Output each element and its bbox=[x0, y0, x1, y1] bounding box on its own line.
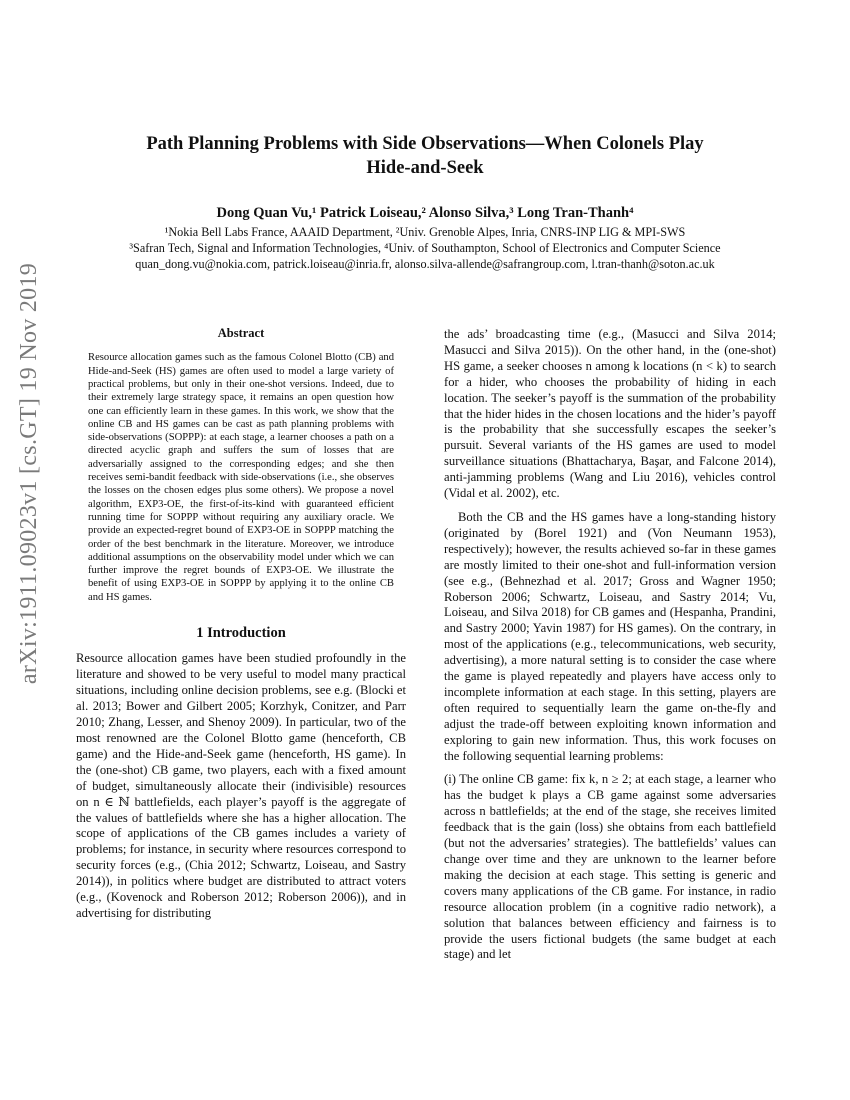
right-paragraph-3: (i) The online CB game: fix k, n ≥ 2; at each stage, a learner who has the budget k plays a CB game against some adversaries across n battlefields; at the end of the stage, she receives limited feedback that is the gain (loss) she obtains from each battlefield (but not the adversaries’ strategies). The battlefields’ values can change over time and they are unknown to the learner before making the decision at each stage. This setting is generic and covers many applications of the CB game. For instance, in radio resource allocation problem (in a cognitive radio network), a solution that balances between efficiency and fairness is to provide the users fictional budgets (the same budget at each stage) and let bbox=[444, 772, 776, 962]
title-line-2: Hide-and-Seek bbox=[366, 158, 484, 178]
intro-paragraph-1: Resource allocation games have been studied profoundly in the literature and showed to be very useful to model many practical situations, including online decision problems, see e.g. (Blocki et al. 2013; Bower and Gilbert 2005; Korzhyk, Conitzer, and Parr 2010; Zhang, Lesser, and Shenoy 2009). In particular, two of the most renowned are the Colonel Blotto game (henceforth, CB game) and the Hide-and-Seek game (henceforth, HS game). In the (one-shot) CB game, two players, each with a fixed amount of budget, simultaneously allocate their (indivisible) resources on n ∈ ℕ battlefields, each player’s payoff is the aggregate of the values of battlefields where she has a higher allocation. The scope of applications of the CB games includes a variety of problems; for instance, in security where resources correspond to security forces (e.g., (Chia 2012; Schwartz, Loiseau, and Sastry 2014)), in politics where budget are distributed to attract voters (e.g., (Kovenock and Roberson 2012; Roberson 2006)), and in advertising for distributing bbox=[76, 651, 406, 920]
right-column bbox=[444, 327, 776, 963]
right-paragraph-1: the ads’ broadcasting time (e.g., (Masucci and Silva 2014; Masucci and Silva 2015)). On the other hand, in the (one-shot) HS game, a seeker chooses n among k locations (n < k) to search for a hider, who chooses the probability of hiding in each location. The seeker’s payoff is the summation of the probability that the hider hides in the chosen locations and the hider’s payoff is the probability that she successfully escapes the seeker’s pursuit. Several variants of the HS games are used to model surveillance situations (Bhattacharya, Başar, and Falcone 2014), anti-jamming problems (Wang and Liu 2016), vehicles control (Vidal et al. 2002), etc. bbox=[444, 327, 776, 501]
section-heading-introduction: 1 Introduction bbox=[196, 625, 286, 642]
abstract-heading: Abstract bbox=[217, 326, 265, 340]
author-emails: quan_dong.vu@nokia.com, patrick.loiseau@inria.fr, alonso.silva-allende@safrangroup.com, l.tran-thanh@soton.ac.uk bbox=[135, 257, 715, 271]
right-paragraph-2: Both the CB and the HS games have a long-standing history (originated by (Borel 1921) and (Von Neumann 1953), respectively); however, the results achieved so-far in these games are mostly limited to their one-shot and full-information version (see e.g., (Behnezhad et al. 2017; Gross and Wagner 1950; Roberson 2006; Schwartz, Loiseau, and Sastry 2014; Vu, Loiseau, and Silva 2018) for CB games and (Hespanha, Prandini, and Sastry 2000; Yavin 1987) for HS games). On the contrary, in most of the applications (e.g., telecommunications, web security, advertising), a more natural setting is to consider the case where the game is played repeatedly and players have access only to incomplete information at each stage. In this setting, players are often required to sequentially learn the game on-the-fly and adjust the trade-off between exploiting known information and exploring to gain new information. Thus, this work focuses on the following sequential learning problems: bbox=[444, 509, 776, 763]
affiliation-line-2: ³Safran Tech, Signal and Information Technologies, ⁴Univ. of Southampton, School of Electronics and Computer Science bbox=[129, 241, 721, 255]
abstract-text: Resource allocation games such as the famous Colonel Blotto (CB) and Hide-and-Seek (HS) games are often used to model a large variety of practical problems, but only in their one-shot versions. Indeed, due to their extremely large strategy space, it remains an open question how one can efficiently learn in these games. In this work, we show that the online CB and HS games can be cast as path planning problems with side-observations (SOPPP): at each stage, a learner chooses a path on a directed acyclic graph and suffers the sum of losses that are adversarially assigned to the corresponding edges; and she then receives semi-bandit feedback with side-observations (i.e., she observes the losses on the chosen edges plus some others). We propose a novel algorithm, EXP3-OE, the first-of-its-kind with guaranteed efficient running time for SOPPP without requiring any auxiliary oracle. We provide an expected-regret bound of EXP3-OE in SOPPP matching the order of the best benchmark in the literature. Moreover, we introduce additional assumptions on the observability model under which we can further improve the regret bounds of EXP3-OE. We illustrate the benefit of using EXP3-OE in SOPPP by applying it to the online CB and HS games. bbox=[88, 352, 394, 603]
left-column bbox=[76, 326, 406, 922]
title-line-1: Path Planning Problems with Side Observations—When Colonels Play bbox=[146, 134, 704, 154]
affiliation-line-1: ¹Nokia Bell Labs France, AAAID Department, ²Univ. Grenoble Alpes, Inria, CNRS-INP LIG & MPI-SWS bbox=[164, 225, 686, 239]
paper-title bbox=[100, 132, 750, 180]
author-list: Dong Quan Vu,¹ Patrick Loiseau,² Alonso Silva,³ Long Tran-Thanh⁴ bbox=[216, 205, 634, 221]
arxiv-identifier: arXiv:1911.09023v1 [cs.GT] 19 Nov 2019 bbox=[16, 262, 43, 684]
